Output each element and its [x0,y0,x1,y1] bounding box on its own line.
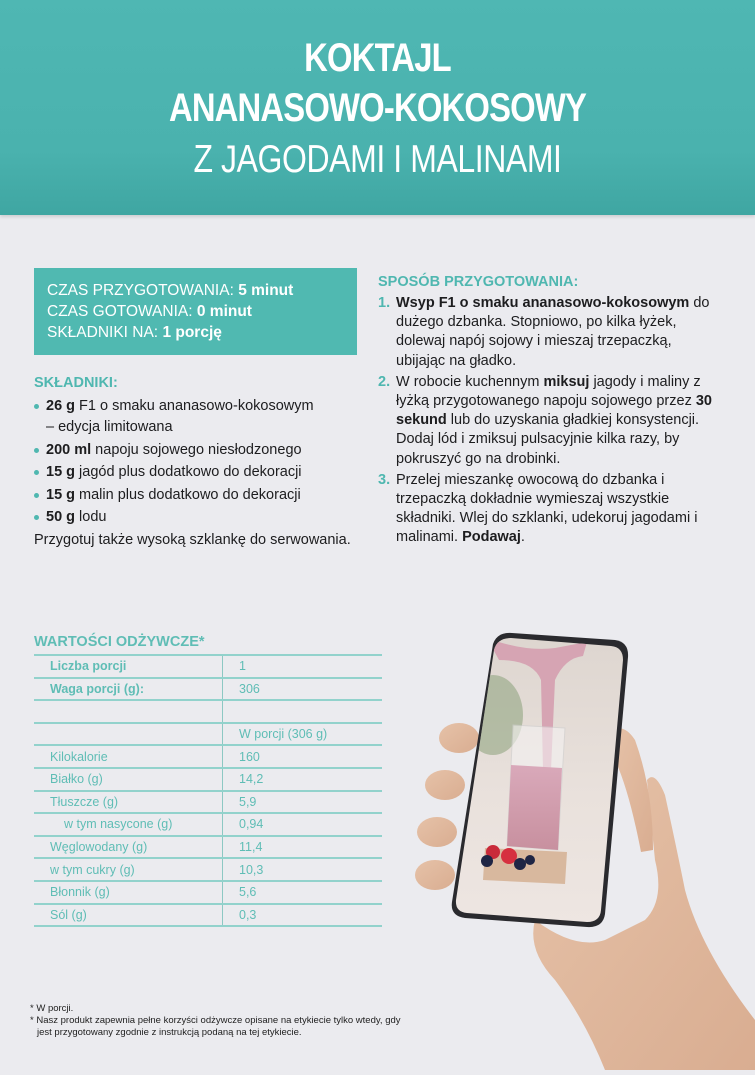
method-title: SPOSÓB PRZYGOTOWANIA: [378,274,579,290]
subtitle: Z JAGODAMI I MALINAMI [193,138,562,181]
nutrition-title: WARTOŚCI ODŻYWCZE* [34,634,205,650]
ingredient-item: 200 ml napoju sojowego niesłodzonego [34,440,374,461]
title-line-2: ANANASOWO-KOKOSOWY [168,86,587,130]
prep-time: CZAS PRZYGOTOWANIA: 5 minut [47,282,294,299]
step-number: 2. [378,373,391,390]
table-row: w tym cukry (g) 10,3 [34,858,382,881]
bullet-icon [34,515,39,520]
servings: SKŁADNIKI NA: 1 porcję [47,324,222,341]
table-row: Białko (g) 14,2 [34,768,382,791]
table-row: Węglowodany (g) 11,4 [34,836,382,859]
table-row: Tłuszcze (g) 5,9 [34,791,382,814]
bullet-icon [34,404,39,409]
cook-time: CZAS GOTOWANIA: 0 minut [47,303,252,320]
hand-phone-illustration [415,620,755,1070]
nutrition-table [34,654,382,927]
header-banner [0,0,755,215]
method-step-1: 1. Wsyp F1 o smaku ananasowo-kokosowym do dużego dzbanka. Stopniowo, po kilka łyżek, dolewaj napój sojowy i mieszaj trzepaczką, ubijając na gładko. [378,295,710,369]
smoothie-phone-photo [415,620,755,1070]
table-row: Waga porcji (g): 306 [34,678,382,701]
bullet-icon [34,448,39,453]
table-row: Kilokalorie 160 [34,745,382,768]
bullet-icon [34,493,39,498]
footnote: * Nasz produkt zapewnia pełne korzyści odżywcze opisane na etykiecie tylko wtedy, gdy jest przygotowany zgodnie z instrukcją podaną na tej etykiecie. [30,1015,401,1038]
title-line-1: KOKTAJL [304,36,451,80]
ingredient-item: 50 g lodu [34,507,374,528]
step-number: 3. [378,471,391,488]
footnotes [30,1003,410,1039]
ingredient-item: 15 g jagód plus dodatkowo do dekoracji [34,462,374,483]
ingredient-item: 15 g malin plus dodatkowo do dekoracji [34,485,374,506]
table-row: Błonnik (g) 5,6 [34,881,382,904]
table-row: W porcji (306 g) [34,723,382,746]
step-number: 1. [378,295,391,311]
method-steps [378,294,723,550]
table-row: Sól (g) 0,3 [34,904,382,927]
recipe-info-box [34,268,357,355]
ingredients-title: SKŁADNIKI: [34,375,118,391]
bullet-icon [34,470,39,475]
method-step-2: 2. W robocie kuchennym miksuj jagody i maliny z łyżką przygotowanego napoju sojowego przez 30 sekund lub do uzyskania gładkiej konsystencji. Dodaj lód i zmiksuj pulsacyjnie kilka razy, by pokruszyć go na drobinki. [378,373,712,467]
ingredients-note: Przygotuj także wysoką szklankę do serwowania. [34,531,351,548]
table-row: w tym nasycone (g) 0,94 [34,813,382,836]
table-row [34,700,382,723]
ingredient-item: 26 g F1 o smaku ananasowo-kokosowym – edycja limitowana [34,396,374,438]
method-step-3: 3. Przelej mieszankę owocową do dzbanka i trzepaczką dokładnie wymieszaj wszystkie składniki. Wlej do szklanki, udekoruj jagodami i malinami. Podawaj. [378,471,698,546]
table-row: Liczba porcji 1 [34,655,382,678]
ingredients-list [34,396,374,552]
footnote: * W porcji. [30,1003,74,1014]
